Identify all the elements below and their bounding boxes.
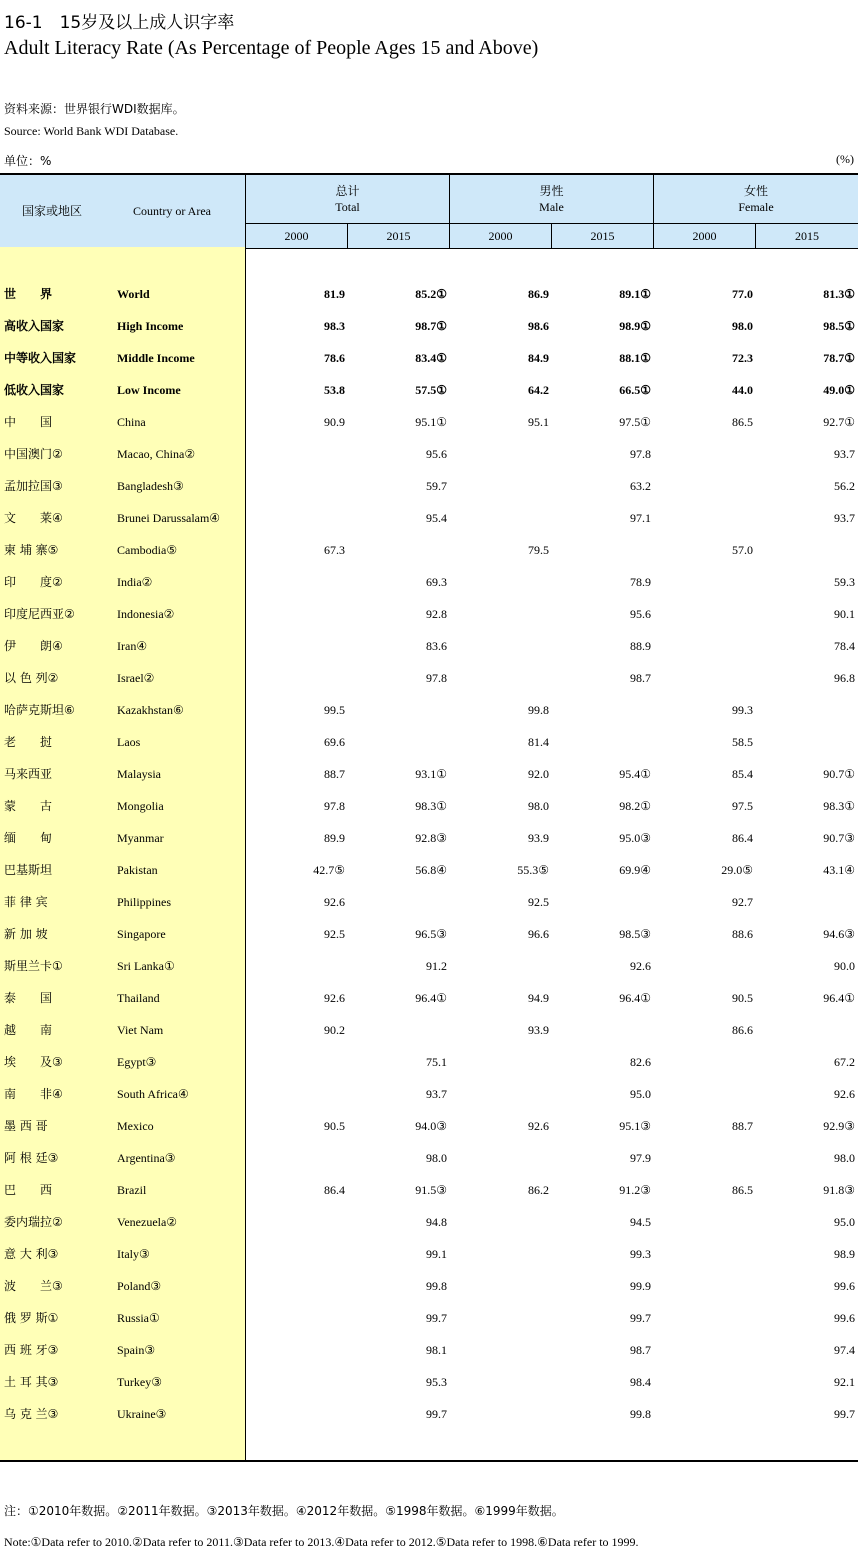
literacy-value: 53.8 <box>324 383 345 397</box>
literacy-value: 93.7 <box>834 511 855 525</box>
literacy-value: 98.4 <box>630 1375 651 1389</box>
literacy-value: 97.1 <box>630 511 651 525</box>
literacy-value: 98.5① <box>823 319 855 333</box>
literacy-value: 98.3 <box>324 319 345 333</box>
literacy-value: 90.2 <box>324 1023 345 1037</box>
country-name-cn: 墨 西 哥 <box>4 1119 48 1133</box>
header-year: 2000 <box>692 229 717 243</box>
country-name-en: Middle Income <box>117 351 195 365</box>
country-name-en: Pakistan <box>117 863 158 877</box>
literacy-value: 78.4 <box>834 639 855 653</box>
note-cn: 注：①2010年数据。②2011年数据。③2013年数据。④2012年数据。⑤1998年数据。⑥1999年数据。 <box>4 1504 564 1518</box>
country-name-cn: 委内瑞拉② <box>4 1215 63 1229</box>
table-row <box>0 470 858 502</box>
table-row <box>0 1046 858 1078</box>
country-name-en: China <box>117 415 146 429</box>
table-row <box>0 1110 858 1142</box>
country-name-cn: 泰 国 <box>4 991 53 1005</box>
literacy-value: 94.6③ <box>823 927 855 941</box>
header-male-cn: 男性 <box>539 184 564 198</box>
header-divider <box>245 223 858 224</box>
literacy-value: 98.7 <box>630 671 651 685</box>
literacy-value: 86.2 <box>528 1183 549 1197</box>
literacy-value: 57.5① <box>415 383 447 397</box>
literacy-value: 97.9 <box>630 1151 651 1165</box>
country-name-cn: 越 南 <box>4 1023 53 1037</box>
literacy-value: 93.7 <box>834 447 855 461</box>
literacy-value: 95.0③ <box>619 831 651 845</box>
literacy-value: 99.1 <box>426 1247 447 1261</box>
country-name-cn: 柬 埔 寨⑤ <box>4 543 59 557</box>
country-name-cn: 哈萨克斯坦⑥ <box>4 703 75 717</box>
literacy-value: 95.4 <box>426 511 447 525</box>
country-name-cn: 马来西亚 <box>4 767 53 781</box>
literacy-value: 84.9 <box>528 351 549 365</box>
literacy-value: 97.4 <box>834 1343 855 1357</box>
table-row <box>0 1142 858 1174</box>
country-name-en: Venezuela② <box>117 1215 178 1229</box>
literacy-value: 88.1① <box>619 351 651 365</box>
literacy-value: 92.6 <box>324 991 345 1005</box>
table-row <box>0 1174 858 1206</box>
literacy-value: 98.0 <box>732 319 753 333</box>
table-row <box>0 854 858 886</box>
country-name-cn: 西 班 牙③ <box>4 1343 59 1357</box>
literacy-value: 56.2 <box>834 479 855 493</box>
literacy-value: 92.8③ <box>415 831 447 845</box>
table-row <box>0 1398 858 1430</box>
literacy-value: 94.8 <box>426 1215 447 1229</box>
country-name-en: Myanmar <box>117 831 164 845</box>
literacy-value: 97.8 <box>324 799 345 813</box>
literacy-value: 59.3 <box>834 575 855 589</box>
unit-en: (%) <box>836 152 854 166</box>
country-name-cn: 巴 西 <box>4 1183 53 1197</box>
literacy-value: 95.4① <box>619 767 651 781</box>
literacy-value: 77.0 <box>732 287 753 301</box>
literacy-value: 98.2① <box>619 799 651 813</box>
literacy-value: 98.0 <box>834 1151 855 1165</box>
header-female-cn: 女性 <box>743 184 768 198</box>
literacy-value: 95.6 <box>630 607 651 621</box>
literacy-value: 97.8 <box>630 447 651 461</box>
country-name-cn: 老 挝 <box>4 735 53 749</box>
literacy-value: 95.0 <box>834 1215 855 1229</box>
table-row <box>0 726 858 758</box>
table-row <box>0 598 858 630</box>
literacy-value: 96.4① <box>619 991 651 1005</box>
country-name-en: Brazil <box>117 1183 147 1197</box>
literacy-value: 92.5 <box>528 895 549 909</box>
country-name-en: Sri Lanka① <box>117 959 175 973</box>
country-name-cn: 波 兰③ <box>4 1279 63 1293</box>
literacy-value: 98.6 <box>528 319 549 333</box>
table-row <box>0 342 858 374</box>
literacy-value: 92.6 <box>630 959 651 973</box>
table-row <box>0 1302 858 1334</box>
literacy-value: 63.2 <box>630 479 651 493</box>
literacy-value: 83.4① <box>415 351 447 365</box>
country-name-cn: 文 莱④ <box>4 511 63 525</box>
header-country-en: Country or Area <box>133 204 211 218</box>
literacy-value: 64.2 <box>528 383 549 397</box>
literacy-value: 99.6 <box>834 1279 855 1293</box>
literacy-value: 92.6 <box>324 895 345 909</box>
country-name-cn: 俄 罗 斯① <box>4 1311 59 1325</box>
literacy-value: 86.6 <box>732 1023 753 1037</box>
country-name-en: Spain③ <box>117 1343 156 1357</box>
country-name-en: Cambodia⑤ <box>117 543 178 557</box>
header-year: 2000 <box>284 229 309 243</box>
country-name-cn: 孟加拉国③ <box>4 479 63 493</box>
literacy-value: 99.8 <box>630 1407 651 1421</box>
table-row <box>0 1366 858 1398</box>
literacy-value: 99.7 <box>630 1311 651 1325</box>
literacy-value: 81.4 <box>528 735 549 749</box>
country-name-en: Macao, China② <box>117 447 196 461</box>
literacy-value: 81.9 <box>324 287 345 301</box>
source-en: Source: World Bank WDI Database. <box>4 124 179 138</box>
literacy-value: 66.5① <box>619 383 651 397</box>
literacy-value: 90.5 <box>324 1119 345 1133</box>
table-row <box>0 502 858 534</box>
country-name-en: Israel② <box>117 671 155 685</box>
literacy-value: 86.5 <box>732 1183 753 1197</box>
table-row <box>0 694 858 726</box>
literacy-value: 86.4 <box>324 1183 345 1197</box>
literacy-value: 56.8④ <box>415 863 447 877</box>
table-row <box>0 982 858 1014</box>
literacy-value: 89.9 <box>324 831 345 845</box>
table-row <box>0 310 858 342</box>
country-name-cn: 巴基斯坦 <box>4 863 53 877</box>
literacy-value: 91.2 <box>426 959 447 973</box>
literacy-value: 88.6 <box>732 927 753 941</box>
country-name-cn: 高收入国家 <box>4 319 65 333</box>
literacy-value: 96.8 <box>834 671 855 685</box>
table-row <box>0 630 858 662</box>
literacy-value: 91.2③ <box>619 1183 651 1197</box>
literacy-value: 93.9 <box>528 1023 549 1037</box>
country-name-en: Malaysia <box>117 767 161 781</box>
country-name-cn: 新 加 坡 <box>4 927 48 941</box>
country-name-en: Low Income <box>117 383 181 397</box>
country-name-en: Egypt③ <box>117 1055 157 1069</box>
country-name-en: Ukraine③ <box>117 1407 167 1421</box>
literacy-value: 57.0 <box>732 543 753 557</box>
table-row <box>0 374 858 406</box>
literacy-value: 99.8 <box>426 1279 447 1293</box>
literacy-value: 98.3① <box>823 799 855 813</box>
literacy-value: 91.5③ <box>415 1183 447 1197</box>
literacy-value: 78.7① <box>823 351 855 365</box>
country-name-cn: 缅 甸 <box>4 831 53 845</box>
literacy-value: 43.1④ <box>823 863 855 877</box>
note-en: Note:①Data refer to 2010.②Data refer to 2011.③Data refer to 2013.④Data refer to 2012.⑤Data refer to 1998.⑥Data refer to 1999. <box>4 1535 639 1549</box>
country-name-en: India② <box>117 575 153 589</box>
literacy-value: 90.0 <box>834 959 855 973</box>
table-row <box>0 758 858 790</box>
country-name-en: Laos <box>117 735 141 749</box>
table-row <box>0 918 858 950</box>
literacy-value: 55.3⑤ <box>517 863 549 877</box>
literacy-value: 86.5 <box>732 415 753 429</box>
literacy-value: 86.4 <box>732 831 753 845</box>
country-name-cn: 蒙 古 <box>4 799 53 813</box>
table-row <box>0 790 858 822</box>
literacy-value: 83.6 <box>426 639 447 653</box>
literacy-value: 85.2① <box>415 287 447 301</box>
country-name-en: Turkey③ <box>117 1375 162 1389</box>
table-row <box>0 1270 858 1302</box>
literacy-value: 99.3 <box>630 1247 651 1261</box>
country-name-en: Bangladesh③ <box>117 479 184 493</box>
literacy-value: 95.1① <box>415 415 447 429</box>
literacy-value: 97.5① <box>619 415 651 429</box>
source-cn: 资料来源：世界银行WDI数据库。 <box>4 102 185 116</box>
header-female-en: Female <box>738 200 774 214</box>
table-row <box>0 886 858 918</box>
country-name-cn: 意 大 利③ <box>4 1247 59 1261</box>
table-row <box>0 534 858 566</box>
literacy-value: 91.8③ <box>823 1183 855 1197</box>
unit-cn: 单位：% <box>4 154 52 168</box>
literacy-value: 98.3① <box>415 799 447 813</box>
header-country-cn: 国家或地区 <box>22 204 83 218</box>
header-year: 2015 <box>795 229 819 243</box>
literacy-value: 95.6 <box>426 447 447 461</box>
header-year: 2000 <box>488 229 513 243</box>
literacy-value: 99.7 <box>834 1407 855 1421</box>
literacy-value: 93.1① <box>415 767 447 781</box>
country-name-cn: 印 度② <box>4 575 63 589</box>
literacy-value: 29.0⑤ <box>721 863 753 877</box>
header-year: 2015 <box>590 229 615 243</box>
literacy-value: 88.9 <box>630 639 651 653</box>
table-header <box>0 173 858 249</box>
literacy-value: 96.4① <box>823 991 855 1005</box>
literacy-value: 92.7 <box>732 895 753 909</box>
table-row <box>0 662 858 694</box>
literacy-value: 96.6 <box>528 927 549 941</box>
header-male-en: Male <box>539 200 564 214</box>
table-row <box>0 438 858 470</box>
header-total-en: Total <box>335 200 360 214</box>
literacy-value: 90.5 <box>732 991 753 1005</box>
country-name-en: South Africa④ <box>117 1087 189 1101</box>
literacy-value: 75.1 <box>426 1055 447 1069</box>
country-name-cn: 乌 克 兰③ <box>4 1407 59 1421</box>
literacy-value: 99.6 <box>834 1311 855 1325</box>
literacy-value: 93.7 <box>426 1087 447 1101</box>
literacy-value: 88.7 <box>732 1119 753 1133</box>
literacy-value: 98.0 <box>426 1151 447 1165</box>
country-name-en: Iran④ <box>117 639 148 653</box>
literacy-value: 92.8 <box>426 607 447 621</box>
country-name-cn: 埃 及③ <box>4 1055 63 1069</box>
country-name-en: Italy③ <box>117 1247 150 1261</box>
country-name-cn: 斯里兰卡① <box>4 959 63 973</box>
literacy-value: 90.1 <box>834 607 855 621</box>
country-name-cn: 印度尼西亚② <box>4 607 75 621</box>
literacy-value: 99.7 <box>426 1311 447 1325</box>
header-year: 2015 <box>386 229 411 243</box>
country-name-en: Russia① <box>117 1311 160 1325</box>
literacy-value: 59.7 <box>426 479 447 493</box>
literacy-value: 94.0③ <box>415 1119 447 1133</box>
table-bottom-rule <box>0 1460 858 1462</box>
literacy-value: 69.3 <box>426 575 447 589</box>
country-name-cn: 阿 根 廷③ <box>4 1151 59 1165</box>
literacy-value: 99.3 <box>732 703 753 717</box>
table-row <box>0 822 858 854</box>
country-name-cn: 土 耳 其③ <box>4 1375 59 1389</box>
country-name-en: Brunei Darussalam④ <box>117 511 221 525</box>
country-name-cn: 菲 律 宾 <box>4 895 48 909</box>
table-row <box>0 1078 858 1110</box>
literacy-value: 90.9 <box>324 415 345 429</box>
literacy-value: 99.8 <box>528 703 549 717</box>
literacy-value: 95.1 <box>528 415 549 429</box>
country-name-cn: 以 色 列② <box>4 671 59 685</box>
table-row <box>0 1334 858 1366</box>
country-name-en: Kazakhstan⑥ <box>117 703 184 717</box>
literacy-value: 92.7① <box>823 415 855 429</box>
country-name-en: High Income <box>117 319 184 333</box>
table-row <box>0 1206 858 1238</box>
literacy-value: 44.0 <box>732 383 753 397</box>
literacy-value: 88.7 <box>324 767 345 781</box>
literacy-value: 96.5③ <box>415 927 447 941</box>
page-title-en: Adult Literacy Rate (As Percentage of People Ages 15 and Above) <box>4 37 539 59</box>
literacy-value: 95.0 <box>630 1087 651 1101</box>
table-row <box>0 1014 858 1046</box>
country-name-cn: 世 界 <box>4 287 53 301</box>
country-name-en: Argentina③ <box>117 1151 176 1165</box>
literacy-value: 42.7⑤ <box>313 863 345 877</box>
literacy-value: 97.8 <box>426 671 447 685</box>
country-name-cn: 南 非④ <box>4 1087 63 1101</box>
country-name-en: Mongolia <box>117 799 164 813</box>
literacy-value: 82.6 <box>630 1055 651 1069</box>
country-name-en: Viet Nam <box>117 1023 164 1037</box>
literacy-value: 98.9 <box>834 1247 855 1261</box>
literacy-value: 92.5 <box>324 927 345 941</box>
literacy-value: 86.9 <box>528 287 549 301</box>
literacy-value: 93.9 <box>528 831 549 845</box>
literacy-value: 92.6 <box>834 1087 855 1101</box>
literacy-value: 67.2 <box>834 1055 855 1069</box>
table-row <box>0 950 858 982</box>
literacy-value: 78.6 <box>324 351 345 365</box>
literacy-value: 92.0 <box>528 767 549 781</box>
literacy-value: 72.3 <box>732 351 753 365</box>
table-row <box>0 278 858 310</box>
country-name-en: Singapore <box>117 927 166 941</box>
literacy-value: 92.1 <box>834 1375 855 1389</box>
country-name-en: Philippines <box>117 895 172 909</box>
country-name-en: Indonesia② <box>117 607 175 621</box>
page-title-cn: 16-1 15岁及以上成人识字率 <box>4 13 235 33</box>
country-name-cn: 中等收入国家 <box>4 351 77 365</box>
literacy-value: 78.9 <box>630 575 651 589</box>
literacy-value: 89.1① <box>619 287 651 301</box>
literacy-value: 98.5③ <box>619 927 651 941</box>
literacy-value: 90.7① <box>823 767 855 781</box>
literacy-value: 94.5 <box>630 1215 651 1229</box>
literacy-value: 97.5 <box>732 799 753 813</box>
country-name-en: Poland③ <box>117 1279 162 1293</box>
literacy-value: 90.7③ <box>823 831 855 845</box>
literacy-value: 95.1③ <box>619 1119 651 1133</box>
literacy-value: 85.4 <box>732 767 753 781</box>
literacy-value: 81.3① <box>823 287 855 301</box>
literacy-value: 69.9④ <box>619 863 651 877</box>
literacy-value: 98.1 <box>426 1343 447 1357</box>
literacy-value: 96.4① <box>415 991 447 1005</box>
literacy-value: 98.7① <box>415 319 447 333</box>
literacy-value: 99.7 <box>426 1407 447 1421</box>
country-name-cn: 低收入国家 <box>4 383 65 397</box>
country-name-cn: 伊 朗④ <box>4 639 63 653</box>
country-name-en: Thailand <box>117 991 160 1005</box>
literacy-value: 92.9③ <box>823 1119 855 1133</box>
literacy-value: 49.0① <box>823 383 855 397</box>
literacy-value: 95.3 <box>426 1375 447 1389</box>
country-name-cn: 中 国 <box>4 415 53 429</box>
literacy-value: 67.3 <box>324 543 345 557</box>
country-name-en: World <box>117 287 150 301</box>
literacy-value: 98.0 <box>528 799 549 813</box>
literacy-value: 69.6 <box>324 735 345 749</box>
literacy-value: 92.6 <box>528 1119 549 1133</box>
table-row <box>0 1238 858 1270</box>
literacy-value: 58.5 <box>732 735 753 749</box>
table-row <box>0 406 858 438</box>
literacy-value: 99.9 <box>630 1279 651 1293</box>
header-total-cn: 总计 <box>335 184 360 198</box>
literacy-value: 79.5 <box>528 543 549 557</box>
literacy-value: 99.5 <box>324 703 345 717</box>
table-row <box>0 566 858 598</box>
literacy-value: 98.7 <box>630 1343 651 1357</box>
country-name-en: Mexico <box>117 1119 154 1133</box>
literacy-value: 98.9① <box>619 319 651 333</box>
country-name-cn: 中国澳门② <box>4 447 63 461</box>
literacy-value: 94.9 <box>528 991 549 1005</box>
